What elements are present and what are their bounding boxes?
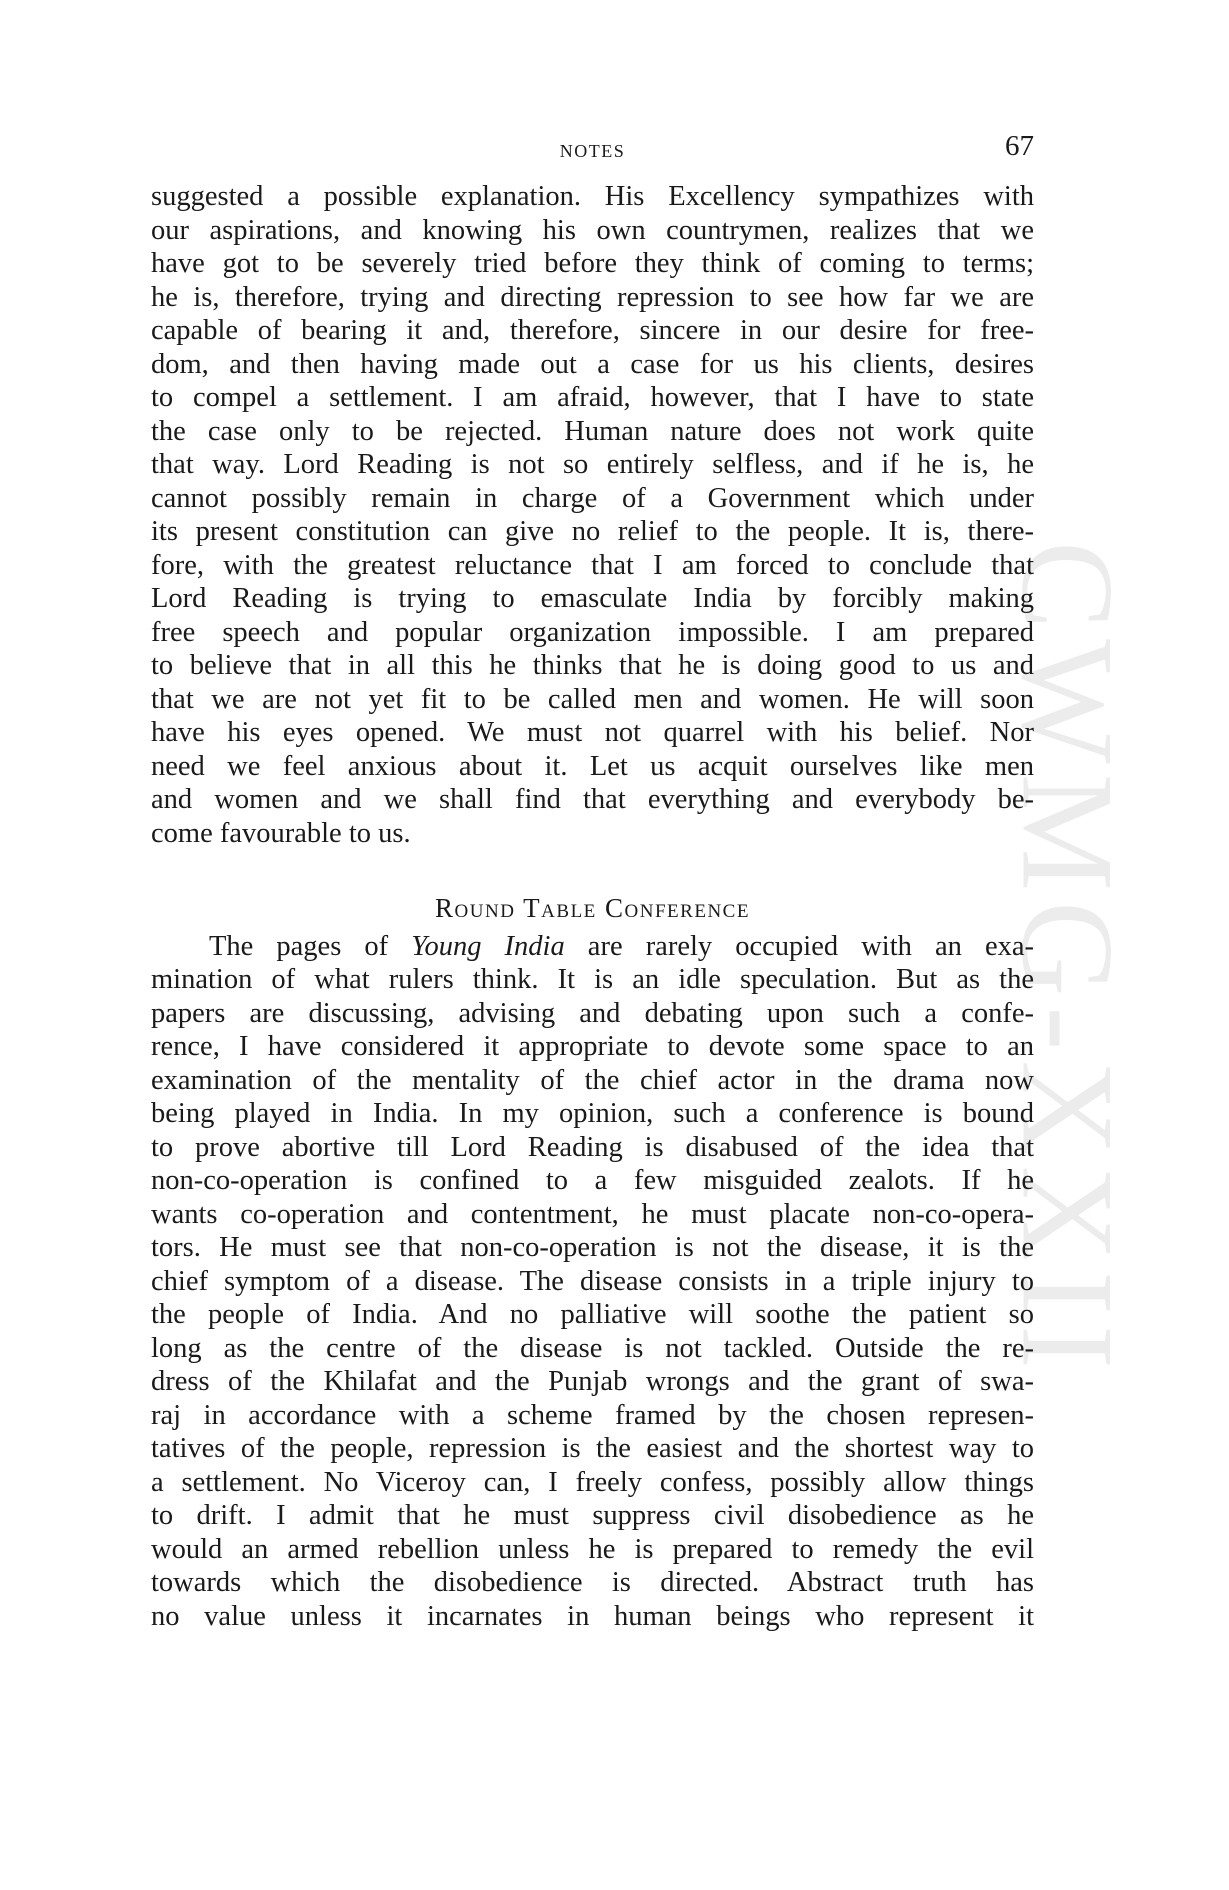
- text-line: rence, I have considered it appropriate to devote some space to an: [151, 1031, 1034, 1062]
- body-text: [151, 180, 1034, 1633]
- text-line: to compel a settlement. I am afraid, however, that I have to state: [151, 382, 1034, 413]
- text-line: being played in India. In my opinion, such a conference is bound: [151, 1098, 1034, 1129]
- text-line: non-co-operation is confined to a few misguided zealots. If he: [151, 1165, 1034, 1196]
- text-line: dress of the Khilafat and the Punjab wrongs and the grant of swa-: [151, 1366, 1034, 1397]
- text-line: the people of India. And no palliative will soothe the patient so: [151, 1299, 1034, 1330]
- text-line: Lord Reading is trying to emasculate India by forcibly making: [151, 583, 1034, 614]
- paragraph-notes: [151, 180, 1034, 850]
- text-line: that we are not yet fit to be called men and women. He will soon: [151, 683, 1034, 715]
- text-line: a settlement. No Viceroy can, I freely confess, possibly allow things: [151, 1466, 1034, 1498]
- text-line: cannot possibly remain in charge of a Government which under: [151, 482, 1034, 514]
- text-line: its present constitution can give no relief to the people. It is, there-: [151, 516, 1034, 547]
- text-line: have got to be severely tried before they think of coming to terms;: [151, 248, 1034, 279]
- text-line: our aspirations, and knowing his own countrymen, realizes that we: [151, 214, 1034, 246]
- section-heading: Round Table Conference: [435, 893, 750, 923]
- text-line: [151, 930, 1034, 964]
- paragraph-round-table: [151, 930, 1034, 1634]
- text-line: capable of bearing it and, therefore, sincere in our desire for free-: [151, 315, 1034, 346]
- text-line: tors. He must see that non-co-operation is not the disease, it is the: [151, 1232, 1034, 1263]
- text-line: and women and we shall find that everything and everybody be-: [151, 784, 1034, 815]
- text-line: free speech and popular organization impossible. I am prepared: [151, 616, 1034, 648]
- text-line: dom, and then having made out a case for us his clients, desires: [151, 348, 1034, 380]
- page-number: 67: [1005, 130, 1034, 162]
- text-line: to believe that in all this he thinks that he is doing good to us and: [151, 650, 1034, 681]
- text-line: the case only to be rejected. Human nature does not work quite: [151, 415, 1034, 447]
- watermark: CWMG-XXII: [994, 541, 1142, 1379]
- text-line: no value unless it incarnates in human beings who represent it: [151, 1600, 1034, 1632]
- running-head: NOTES: [559, 141, 626, 161]
- text-line: examination of the mentality of the chief actor in the drama now: [151, 1064, 1034, 1096]
- text-line: chief symptom of a disease. The disease consists in a triple injury to: [151, 1265, 1034, 1297]
- text-line: towards which the disobedience is directed. Abstract truth has: [151, 1567, 1034, 1598]
- publication-title: Young India: [411, 930, 565, 962]
- text-line: long as the centre of the disease is not tackled. Outside the re-: [151, 1332, 1034, 1364]
- text-line: come favourable to us.: [151, 817, 411, 849]
- text-line: to drift. I admit that he must suppress civil disobedience as he: [151, 1500, 1034, 1531]
- page-header: [151, 130, 1034, 170]
- text-line: raj in accordance with a scheme framed by the chosen represen-: [151, 1399, 1034, 1431]
- text-line: that way. Lord Reading is not so entirely selfless, and if he is, he: [151, 449, 1034, 480]
- text-line: tatives of the people, repression is the easiest and the shortest way to: [151, 1433, 1034, 1464]
- text-line: he is, therefore, trying and directing repression to see how far we are: [151, 281, 1034, 313]
- text-line: fore, with the greatest reluctance that I am forced to conclude that: [151, 549, 1034, 581]
- text-span: are rarely occupied with an exa-: [564, 930, 1034, 962]
- text-line: need we feel anxious about it. Let us acquit ourselves like men: [151, 750, 1034, 782]
- text-span: The pages of: [209, 930, 412, 962]
- text-line: papers are discussing, advising and debating upon such a confe-: [151, 997, 1034, 1029]
- text-line: would an armed rebellion unless he is prepared to remedy the evil: [151, 1533, 1034, 1565]
- text-line: wants co-operation and contentment, he must placate non-co-opera-: [151, 1198, 1034, 1230]
- text-line: have his eyes opened. We must not quarrel with his belief. Nor: [151, 717, 1034, 748]
- text-line: to prove abortive till Lord Reading is disabused of the idea that: [151, 1131, 1034, 1163]
- text-line: mination of what rulers think. It is an idle speculation. But as the: [151, 964, 1034, 995]
- text-line: suggested a possible explanation. His Excellency sympathizes with: [151, 181, 1034, 212]
